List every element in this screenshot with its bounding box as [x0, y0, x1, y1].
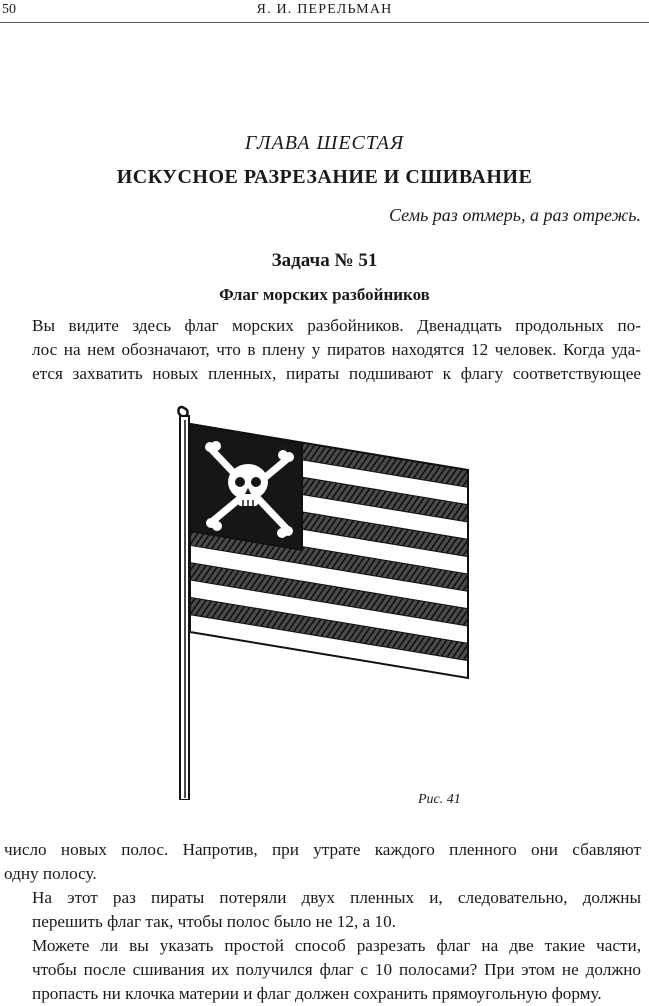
paragraph-continuation [4, 838, 641, 886]
figure-caption: Рис. 41 [418, 792, 461, 807]
paragraph-lost-prisoners [4, 886, 641, 934]
text-line: ется захватить новых пленных, пираты подшивают к флагу соответствующее [32, 364, 641, 383]
running-head: Я. И. ПЕРЕЛЬМАН [256, 2, 393, 17]
paragraph-question [4, 934, 641, 1006]
chapter-title: ИСКУСНОЕ РАЗРЕЗАНИЕ И СШИВАНИЕ [116, 166, 533, 188]
flag-canton [190, 424, 302, 550]
problem-number: Задача № 51 [271, 250, 378, 271]
text-line: одну полосу. [4, 864, 97, 883]
pirate-flag-illustration [150, 400, 490, 800]
text-line: Можете ли вы указать простой способ разрезать флаг на две такие части, [32, 936, 641, 955]
epigraph: Семь раз отмерь, а раз отрежь. [388, 205, 641, 225]
text-line: число новых полос. Напротив, при утрате каждого пленного они сбавляют [4, 840, 641, 859]
paragraph-intro [4, 314, 641, 386]
chapter-label: ГЛАВА ШЕСТАЯ [244, 132, 405, 154]
pirate-flag-figure [150, 400, 490, 807]
text-line: На этот раз пираты потеряли двух пленных и, следовательно, должны [32, 888, 641, 907]
flag-pole [178, 407, 189, 800]
page-number: 50 [2, 2, 16, 17]
page-header [0, 0, 649, 23]
text-line: чтобы после сшивания их получился флаг с 10 полосами? При этом не должно [32, 960, 641, 979]
text-line: лос на нем обозначают, что в плену у пиратов находятся 12 человек. Когда уда- [32, 340, 641, 359]
problem-title: Флаг морских разбойников [219, 285, 430, 304]
text-line: перешить флаг так, чтобы полос было не 12, а 10. [32, 912, 396, 931]
text-line: пропасть ни клочка материи и флаг должен сохранить прямоугольную форму. [32, 984, 602, 1003]
text-line: Вы видите здесь флаг морских разбойников. Двенадцать продольных по- [32, 316, 641, 335]
